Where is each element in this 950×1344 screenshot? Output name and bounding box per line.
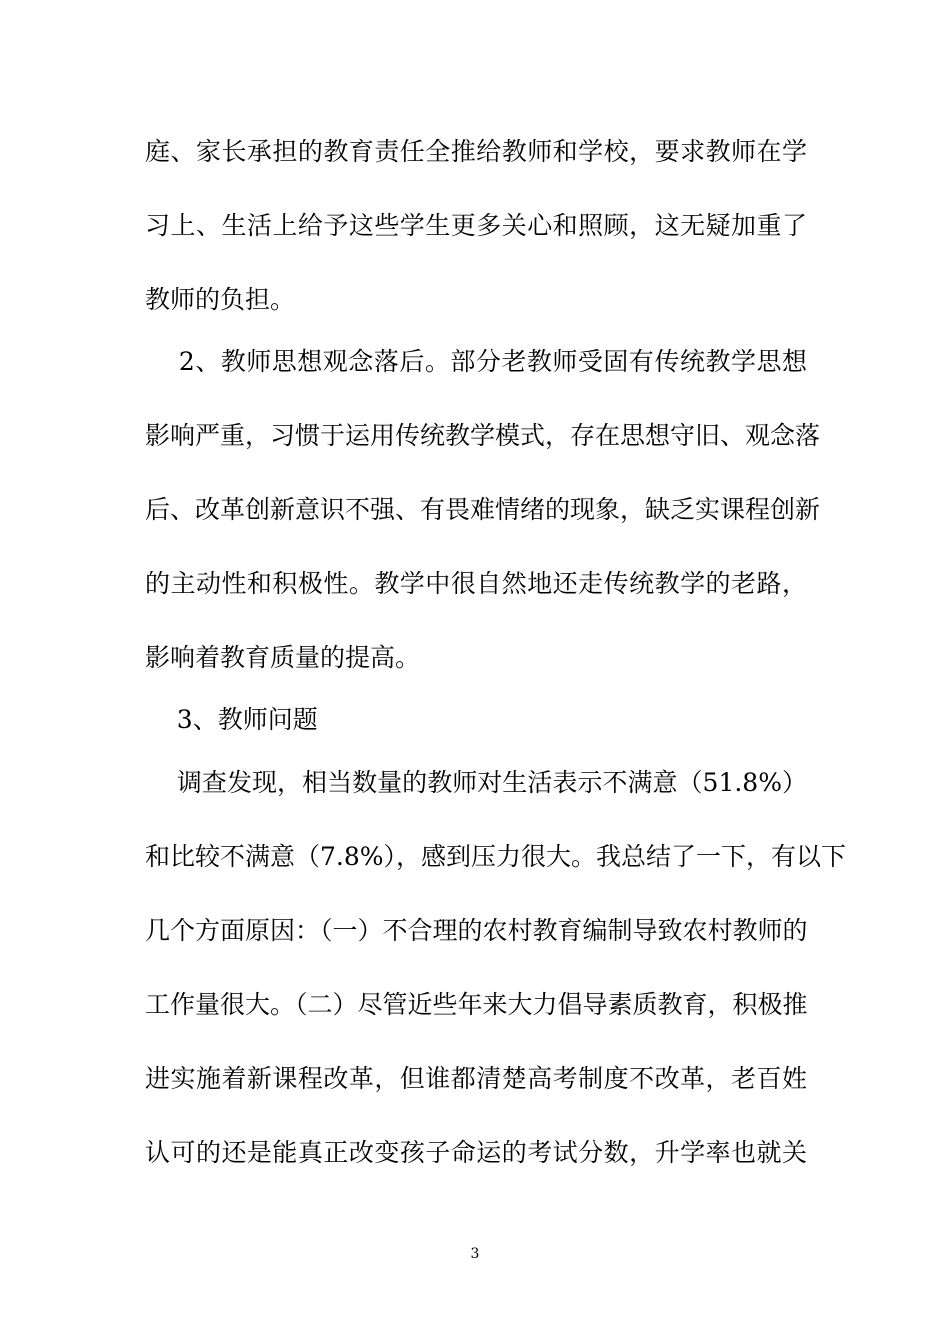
text-line: 进实施着新课程改革，但谁都清楚高考制度不改革，老百姓 [145,1064,807,1093]
text-line: 工作量很大。（二）尽管近些年来大力倡导素质教育，积极推 [145,990,808,1019]
text-line: 认可的还是能真正改变孩子命运的考试分数，升学率也就关 [145,1138,807,1167]
text-line: 影响严重，习惯于运用传统教学模式，存在思想守旧、观念落 [145,421,821,450]
text-line: 教师的负担。 [145,285,296,314]
text-line: 习上、生活上给予这些学生更多关心和照顾，这无疑加重了 [145,211,807,240]
text-line: 的主动性和积极性。教学中很自然地还走传统教学的老路， [145,569,807,598]
text-line: 调查发现，相当数量的教师对生活表示不满意（51.8%） [145,768,807,797]
text-line: 和比较不满意（7.8%），感到压力很大。我总结了一下，有以下 [145,842,847,871]
text-line: 影响着教育质量的提高。 [145,643,421,672]
text-line: 2、教师思想观念落后。部分老教师受固有传统教学思想 [145,347,807,376]
text-line: 几个方面原因：（一）不合理的农村教育编制导致农村教师的 [145,916,808,945]
text-line: 3、教师问题 [145,705,318,734]
text-line: 庭、家长承担的教育责任全推给教师和学校，要求教师在学 [145,137,807,166]
page-number: 3 [470,1246,480,1262]
text-line: 后、改革创新意识不强、有畏难情绪的现象，缺乏实课程创新 [145,495,821,524]
